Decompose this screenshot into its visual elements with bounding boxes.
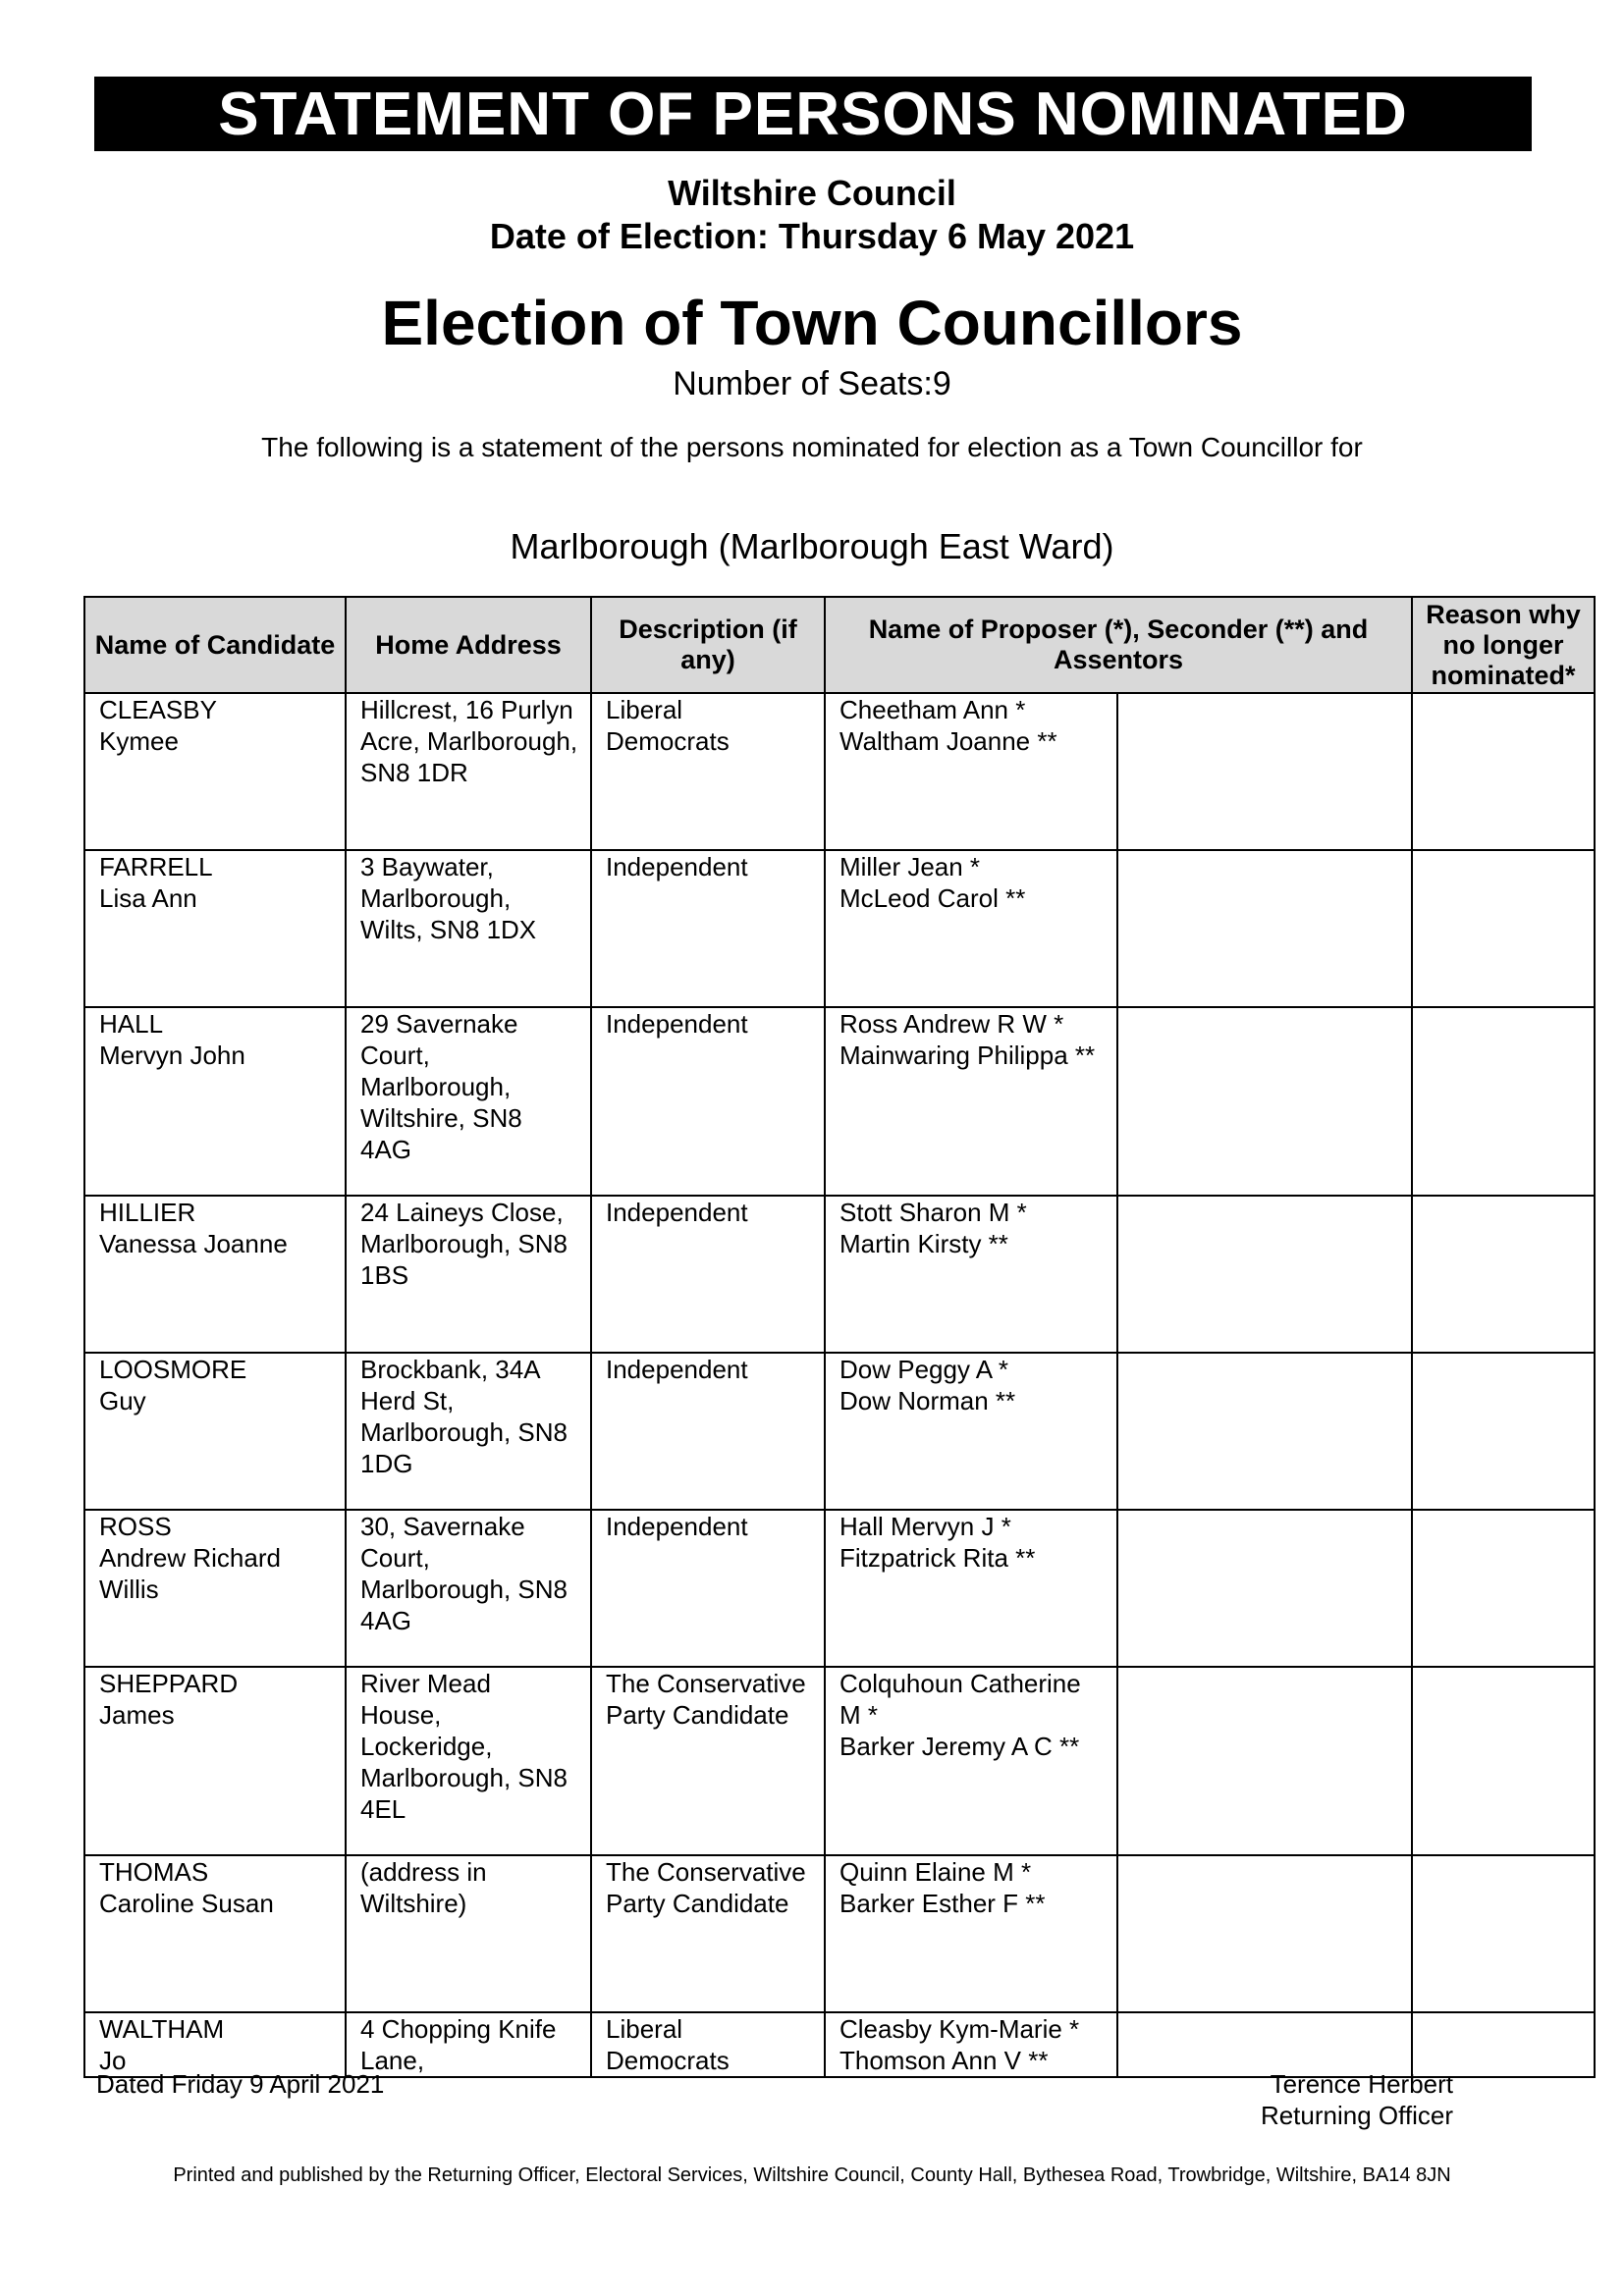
candidate-cell bbox=[84, 1007, 346, 1196]
candidate-forenames: Jo bbox=[99, 2046, 127, 2075]
assentors-cell bbox=[1117, 1007, 1412, 1196]
assentors-cell bbox=[1117, 693, 1412, 850]
proposer-cell bbox=[825, 1510, 1117, 1667]
candidate-forenames: Mervyn John bbox=[99, 1041, 245, 1070]
candidate-forenames: Andrew Richard Willis bbox=[99, 1543, 281, 1604]
address-cell: (address in Wiltshire) bbox=[346, 1855, 591, 2012]
candidate-forenames: James bbox=[99, 1700, 175, 1730]
proposer-name: Quinn Elaine M * bbox=[839, 1857, 1032, 1887]
description-cell: The Conservative Party Candidate bbox=[591, 1667, 825, 1855]
candidate-surname: THOMAS bbox=[99, 1857, 209, 1887]
seconder-name: McLeod Carol ** bbox=[839, 883, 1026, 913]
assentors-cell bbox=[1117, 2012, 1412, 2077]
assentors-cell bbox=[1117, 1855, 1412, 2012]
candidate-cell bbox=[84, 850, 346, 1007]
candidate-surname: HALL bbox=[99, 1009, 164, 1039]
header-candidate: Name of Candidate bbox=[84, 597, 346, 693]
dated-line: Dated Friday 9 April 2021 bbox=[96, 2069, 385, 2099]
assentors-cell bbox=[1117, 850, 1412, 1007]
reason-cell bbox=[1412, 1196, 1595, 1353]
candidate-forenames: Lisa Ann bbox=[99, 883, 197, 913]
proposer-name: Ross Andrew R W * bbox=[839, 1009, 1064, 1039]
reason-cell bbox=[1412, 1353, 1595, 1510]
address-cell: 24 Laineys Close, Marlborough, SN8 1BS bbox=[346, 1196, 591, 1353]
proposer-cell bbox=[825, 693, 1117, 850]
table-row bbox=[84, 2012, 1595, 2077]
proposer-name: Dow Peggy A * bbox=[839, 1355, 1008, 1384]
nominations-table bbox=[83, 596, 1596, 2078]
reason-cell bbox=[1412, 693, 1595, 850]
seconder-name: Barker Jeremy A C ** bbox=[839, 1732, 1080, 1761]
seconder-name: Fitzpatrick Rita ** bbox=[839, 1543, 1036, 1573]
table-header-row bbox=[84, 597, 1595, 693]
address-cell: 3 Baywater, Marlborough, Wilts, SN8 1DX bbox=[346, 850, 591, 1007]
table-row bbox=[84, 1353, 1595, 1510]
address-cell: 4 Chopping Knife Lane, bbox=[346, 2012, 591, 2077]
address-cell: Brockbank, 34A Herd St, Marlborough, SN8 1DG bbox=[346, 1353, 591, 1510]
seconder-name: Waltham Joanne ** bbox=[839, 726, 1057, 756]
signatory-name: Terence Herbert bbox=[1270, 2069, 1453, 2099]
signatory-role: Returning Officer bbox=[1260, 2101, 1453, 2130]
assentors-cell bbox=[1117, 1353, 1412, 1510]
proposer-cell bbox=[825, 1007, 1117, 1196]
candidate-surname: WALTHAM bbox=[99, 2014, 225, 2044]
reason-cell bbox=[1412, 1855, 1595, 2012]
candidate-forenames: Caroline Susan bbox=[99, 1889, 274, 1918]
table-row bbox=[84, 1855, 1595, 2012]
description-cell: Independent bbox=[591, 850, 825, 1007]
proposer-cell bbox=[825, 1855, 1117, 2012]
table-row bbox=[84, 1007, 1595, 1196]
proposer-cell bbox=[825, 1196, 1117, 1353]
header-address: Home Address bbox=[346, 597, 591, 693]
assentors-cell bbox=[1117, 1510, 1412, 1667]
proposer-cell bbox=[825, 1353, 1117, 1510]
ward-name: Marlborough (Marlborough East Ward) bbox=[510, 526, 1114, 566]
candidate-surname: CLEASBY bbox=[99, 695, 217, 724]
description-cell: Independent bbox=[591, 1510, 825, 1667]
address-cell: Hillcrest, 16 Purlyn Acre, Marlborough, SN8 1DR bbox=[346, 693, 591, 850]
address-cell: 29 Savernake Court, Marlborough, Wiltshire, SN8 4AG bbox=[346, 1007, 591, 1196]
proposer-name: Stott Sharon M * bbox=[839, 1198, 1027, 1227]
candidate-cell bbox=[84, 1855, 346, 2012]
candidate-forenames: Guy bbox=[99, 1386, 146, 1415]
header-description: Description (if any) bbox=[591, 597, 825, 693]
assentors-cell bbox=[1117, 1196, 1412, 1353]
table-row bbox=[84, 1510, 1595, 1667]
proposer-name: Cleasby Kym-Marie * bbox=[839, 2014, 1080, 2044]
candidate-cell bbox=[84, 1667, 346, 1855]
seconder-name: Dow Norman ** bbox=[839, 1386, 1016, 1415]
council-name: Wiltshire Council bbox=[668, 173, 956, 213]
candidate-cell bbox=[84, 1510, 346, 1667]
proposer-name: Cheetham Ann * bbox=[839, 695, 1026, 724]
candidate-forenames: Kymee bbox=[99, 726, 179, 756]
imprint-line: Printed and published by the Returning Officer, Electoral Services, Wiltshire Council, County Hall, Bythesea Road, Trowbridge, Wiltshire, BA14 8JN bbox=[173, 2164, 1451, 2186]
reason-cell bbox=[1412, 850, 1595, 1007]
proposer-cell bbox=[825, 1667, 1117, 1855]
reason-cell bbox=[1412, 1007, 1595, 1196]
proposer-cell bbox=[825, 2012, 1117, 2077]
proposer-cell bbox=[825, 850, 1117, 1007]
proposer-name: Hall Mervyn J * bbox=[839, 1512, 1011, 1541]
table-row bbox=[84, 1196, 1595, 1353]
seconder-name: Barker Esther F ** bbox=[839, 1889, 1046, 1918]
seconder-name: Martin Kirsty ** bbox=[839, 1229, 1008, 1258]
reason-cell bbox=[1412, 2012, 1595, 2077]
description-cell: The Conservative Party Candidate bbox=[591, 1855, 825, 2012]
table-row bbox=[84, 1667, 1595, 1855]
candidate-forenames: Vanessa Joanne bbox=[99, 1229, 288, 1258]
description-cell: Independent bbox=[591, 1007, 825, 1196]
document-banner: STATEMENT OF PERSONS NOMINATED bbox=[94, 77, 1532, 151]
description-cell: Liberal Democrats bbox=[591, 2012, 825, 2077]
candidate-surname: LOOSMORE bbox=[99, 1355, 247, 1384]
description-cell: Independent bbox=[591, 1196, 825, 1353]
candidate-cell bbox=[84, 2012, 346, 2077]
address-cell: River Mead House, Lockeridge, Marlborough, SN8 4EL bbox=[346, 1667, 591, 1855]
description-cell: Liberal Democrats bbox=[591, 693, 825, 850]
address-cell: 30, Savernake Court, Marlborough, SN8 4AG bbox=[346, 1510, 591, 1667]
assentors-cell bbox=[1117, 1667, 1412, 1855]
statement-text: The following is a statement of the persons nominated for election as a Town Councillor for bbox=[261, 432, 1363, 462]
seconder-name: Thomson Ann V ** bbox=[839, 2046, 1049, 2075]
candidate-cell bbox=[84, 1196, 346, 1353]
election-heading: Election of Town Councillors bbox=[381, 288, 1243, 358]
seconder-name: Mainwaring Philippa ** bbox=[839, 1041, 1096, 1070]
table-row bbox=[84, 693, 1595, 850]
proposer-name: Colquhoun Catherine M * bbox=[839, 1669, 1081, 1730]
candidate-surname: SHEPPARD bbox=[99, 1669, 239, 1698]
table-row bbox=[84, 850, 1595, 1007]
seats-count: Number of Seats:9 bbox=[673, 365, 951, 402]
proposer-name: Miller Jean * bbox=[839, 852, 981, 881]
candidate-surname: HILLIER bbox=[99, 1198, 196, 1227]
reason-cell bbox=[1412, 1667, 1595, 1855]
candidate-cell bbox=[84, 1353, 346, 1510]
header-proposers: Name of Proposer (*), Seconder (**) and Assentors bbox=[825, 597, 1412, 693]
description-cell: Independent bbox=[591, 1353, 825, 1510]
candidate-surname: ROSS bbox=[99, 1512, 172, 1541]
election-date: Date of Election: Thursday 6 May 2021 bbox=[489, 216, 1135, 256]
reason-cell bbox=[1412, 1510, 1595, 1667]
candidate-cell bbox=[84, 693, 346, 850]
header-reason: Reason why no longer nominated* bbox=[1412, 597, 1595, 693]
candidate-surname: FARRELL bbox=[99, 852, 213, 881]
